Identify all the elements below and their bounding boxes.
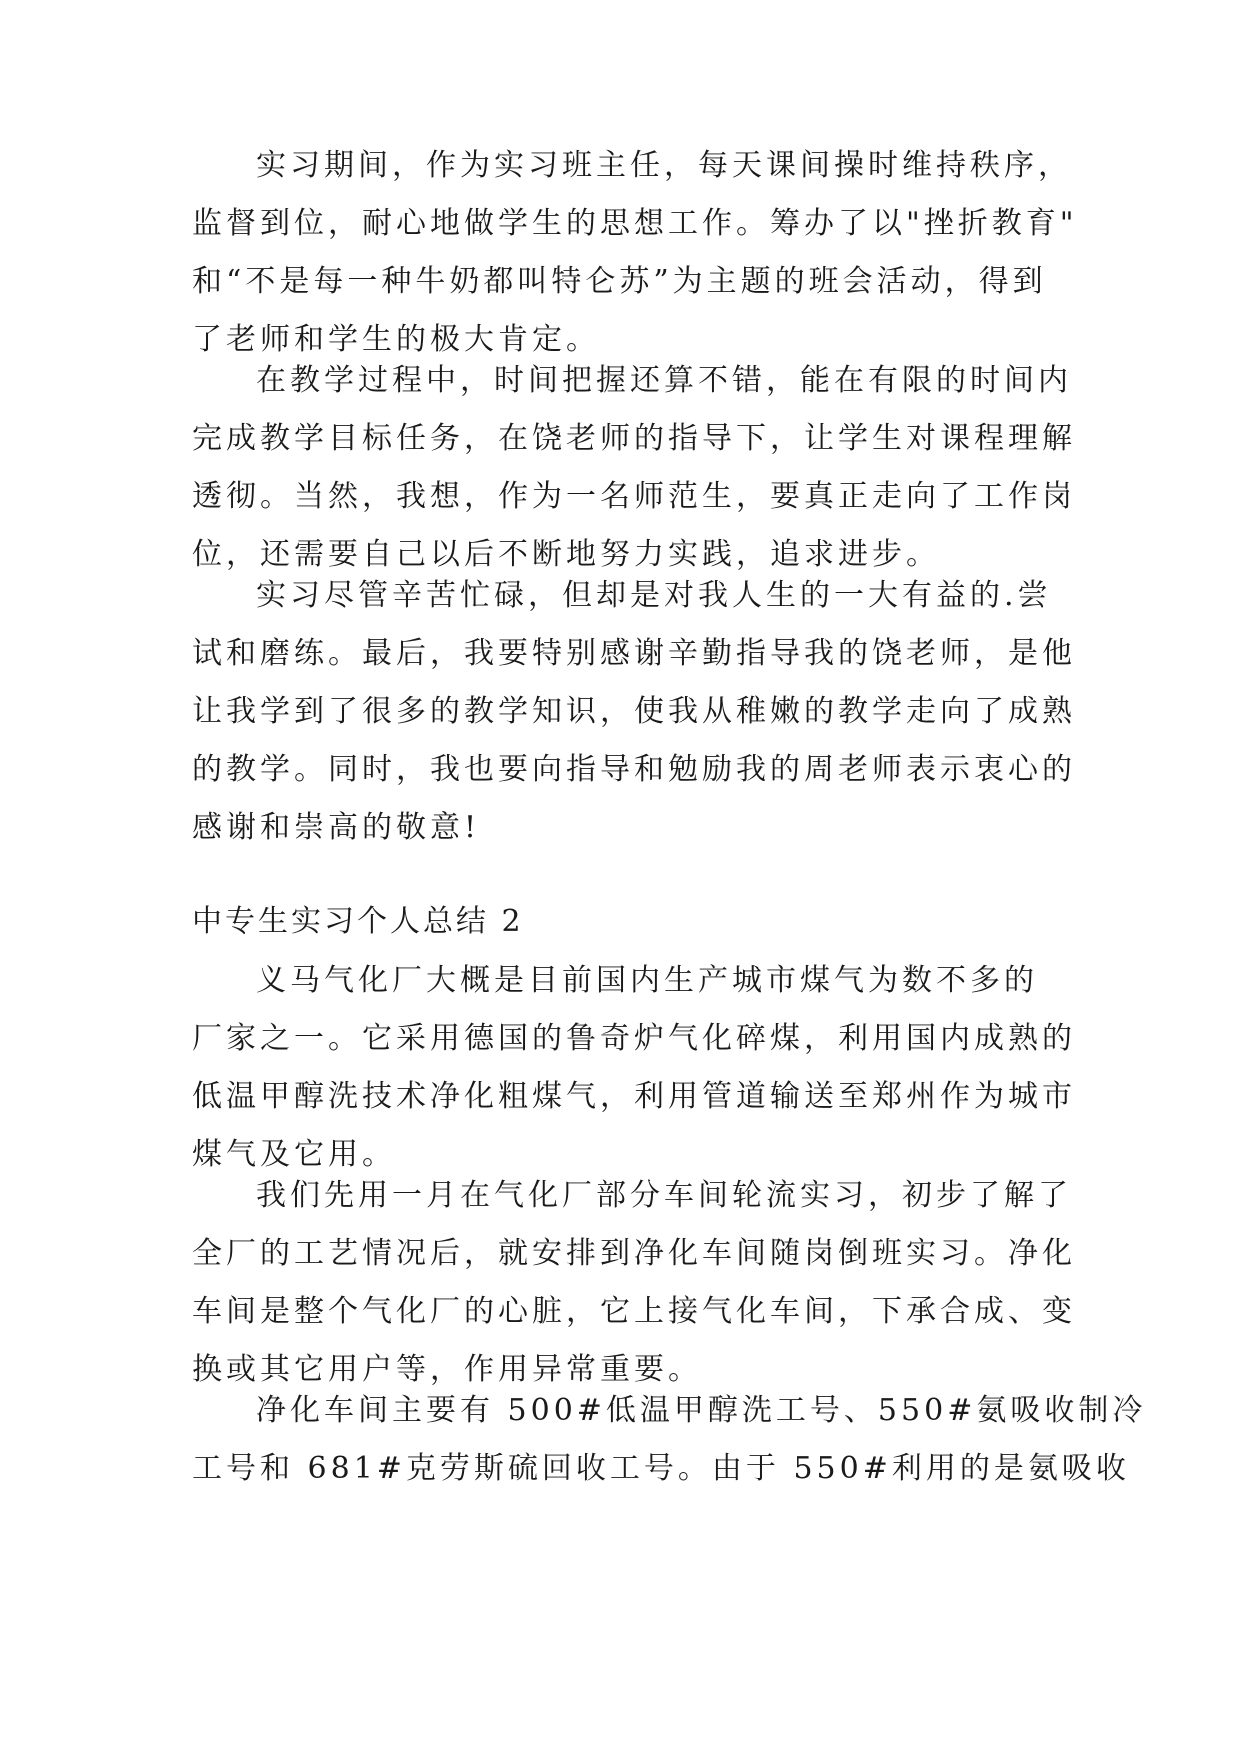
paragraph-line: 的教学。同时，我也要向指导和勉励我的周老师表示衷心的 bbox=[192, 752, 1076, 787]
paragraph-line: 低温甲醇洗技术净化粗煤气，利用管道输送至郑州作为城市 bbox=[192, 1079, 1076, 1114]
section-heading: 中专生实习个人总结 2 bbox=[192, 904, 524, 939]
paragraph bbox=[192, 137, 1078, 369]
paragraph-line: 义马气化厂大概是目前国内生产城市煤气为数不多的 bbox=[256, 963, 1038, 998]
paragraph bbox=[192, 1382, 1147, 1498]
paragraph-line: 实习尽管辛苦忙碌，但却是对我人生的一大有益的.尝 bbox=[256, 578, 1052, 613]
paragraph-line: 了老师和学生的极大肯定。 bbox=[192, 322, 600, 357]
paragraph-line: 位，还需要自己以后不断地努力实践，追求进步。 bbox=[192, 537, 940, 572]
paragraph bbox=[192, 567, 1076, 857]
paragraph-line: 试和磨练。最后，我要特别感谢辛勤指导我的饶老师，是他 bbox=[192, 636, 1076, 671]
paragraph bbox=[192, 952, 1076, 1184]
paragraph-line: 实习期间，作为实习班主任，每天课间操时维持秩序， bbox=[256, 148, 1072, 183]
paragraph-line: 让我学到了很多的教学知识，使我从稚嫩的教学走向了成熟 bbox=[192, 694, 1076, 729]
paragraph-line: 和“不是每一种牛奶都叫特仑苏”为主题的班会活动，得到 bbox=[192, 264, 1047, 299]
paragraph-line: 监督到位，耐心地做学生的思想工作。筹办了以"挫折教育" bbox=[192, 206, 1078, 241]
paragraph-line: 车间是整个气化厂的心脏，它上接气化车间，下承合成、变 bbox=[192, 1294, 1076, 1329]
paragraph-line: 全厂的工艺情况后，就安排到净化车间随岗倒班实习。净化 bbox=[192, 1236, 1076, 1271]
paragraph-line: 透彻。当然，我想，作为一名师范生，要真正走向了工作岗 bbox=[192, 479, 1076, 514]
paragraph-line: 煤气及它用。 bbox=[192, 1137, 396, 1172]
paragraph-line: 完成教学目标任务，在饶老师的指导下，让学生对课程理解 bbox=[192, 421, 1076, 456]
paragraph-line: 感谢和崇高的敬意! bbox=[192, 810, 481, 845]
paragraph bbox=[192, 352, 1076, 584]
paragraph-line: 净化车间主要有 500#低温甲醇洗工号、550#氨吸收制冷 bbox=[256, 1393, 1147, 1428]
paragraph-line: 换或其它用户等，作用异常重要。 bbox=[192, 1352, 702, 1387]
paragraph-line: 我们先用一月在气化厂部分车间轮流实习，初步了解了 bbox=[256, 1178, 1072, 1213]
paragraph-line: 厂家之一。它采用德国的鲁奇炉气化碎煤，利用国内成熟的 bbox=[192, 1021, 1076, 1056]
paragraph bbox=[192, 1167, 1076, 1399]
paragraph-line: 工号和 681#克劳斯硫回收工号。由于 550#利用的是氨吸收 bbox=[192, 1451, 1130, 1486]
paragraph-line: 在教学过程中，时间把握还算不错，能在有限的时间内 bbox=[256, 363, 1072, 398]
